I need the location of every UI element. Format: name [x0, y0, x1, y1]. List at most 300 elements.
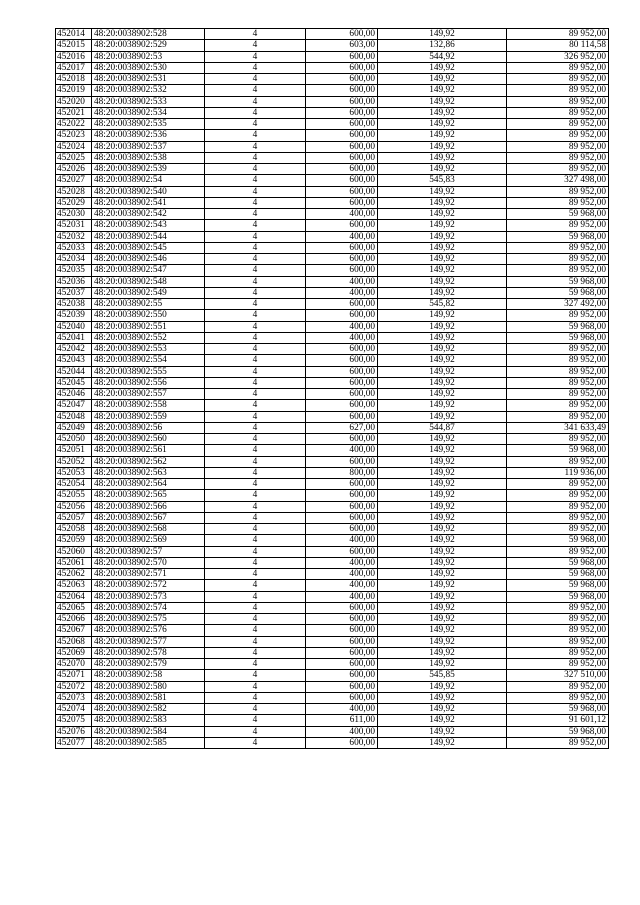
group-code: 4 [205, 704, 306, 715]
cadastral-number: 48:20:0038902:575 [92, 614, 205, 625]
group-code: 4 [205, 85, 306, 96]
table-row [56, 29, 609, 40]
row-number: 452064 [56, 591, 92, 602]
table-row [56, 659, 609, 670]
price-value: 149,92 [378, 96, 507, 107]
area-value: 400,00 [306, 445, 378, 456]
row-number: 452062 [56, 569, 92, 580]
price-value: 544,92 [378, 51, 507, 62]
area-value: 600,00 [306, 602, 378, 613]
price-value: 545,82 [378, 299, 507, 310]
cadastral-number: 48:20:0038902:577 [92, 636, 205, 647]
sum-value: 119 936,00 [507, 467, 609, 478]
table-row [56, 321, 609, 332]
area-value: 627,00 [306, 422, 378, 433]
price-value: 149,92 [378, 332, 507, 343]
area-value: 600,00 [306, 186, 378, 197]
table-row [56, 152, 609, 163]
price-value: 149,92 [378, 715, 507, 726]
price-value: 149,92 [378, 557, 507, 568]
row-number: 452054 [56, 479, 92, 490]
group-code: 4 [205, 254, 306, 265]
price-value: 149,92 [378, 501, 507, 512]
group-code: 4 [205, 141, 306, 152]
group-code: 4 [205, 96, 306, 107]
cadastral-number: 48:20:0038902:53 [92, 51, 205, 62]
sum-value: 326 952,00 [507, 51, 609, 62]
area-value: 400,00 [306, 276, 378, 287]
table-row [56, 231, 609, 242]
cadastral-number: 48:20:0038902:538 [92, 152, 205, 163]
group-code: 4 [205, 681, 306, 692]
cadastral-number: 48:20:0038902:534 [92, 107, 205, 118]
area-value: 400,00 [306, 591, 378, 602]
row-number: 452061 [56, 557, 92, 568]
area-value: 600,00 [306, 411, 378, 422]
area-value: 600,00 [306, 85, 378, 96]
sum-value: 89 952,00 [507, 220, 609, 231]
cadastral-number: 48:20:0038902:550 [92, 310, 205, 321]
table-row [56, 670, 609, 681]
area-value: 600,00 [306, 692, 378, 703]
sum-value: 80 114,58 [507, 40, 609, 51]
price-value: 149,92 [378, 659, 507, 670]
group-code: 4 [205, 715, 306, 726]
price-value: 149,92 [378, 254, 507, 265]
cadastral-number: 48:20:0038902:56 [92, 422, 205, 433]
group-code: 4 [205, 186, 306, 197]
area-value: 600,00 [306, 299, 378, 310]
cadastral-number: 48:20:0038902:572 [92, 580, 205, 591]
row-number: 452076 [56, 726, 92, 737]
cadastral-number: 48:20:0038902:551 [92, 321, 205, 332]
area-value: 600,00 [306, 366, 378, 377]
cadastral-number: 48:20:0038902:565 [92, 490, 205, 501]
group-code: 4 [205, 580, 306, 591]
row-number: 452034 [56, 254, 92, 265]
cadastral-number: 48:20:0038902:583 [92, 715, 205, 726]
sum-value: 89 952,00 [507, 85, 609, 96]
group-code: 4 [205, 209, 306, 220]
price-value: 149,92 [378, 29, 507, 40]
cadastral-number: 48:20:0038902:578 [92, 647, 205, 658]
area-value: 600,00 [306, 400, 378, 411]
group-code: 4 [205, 74, 306, 85]
table-row [56, 141, 609, 152]
row-number: 452048 [56, 411, 92, 422]
row-number: 452021 [56, 107, 92, 118]
row-number: 452040 [56, 321, 92, 332]
area-value: 400,00 [306, 557, 378, 568]
cadastral-number: 48:20:0038902:556 [92, 377, 205, 388]
table-row [56, 647, 609, 658]
sum-value: 89 952,00 [507, 141, 609, 152]
group-code: 4 [205, 501, 306, 512]
area-value: 400,00 [306, 287, 378, 298]
cadastral-number: 48:20:0038902:560 [92, 434, 205, 445]
sum-value: 89 952,00 [507, 614, 609, 625]
table-row [56, 704, 609, 715]
price-value: 149,92 [378, 681, 507, 692]
price-value: 149,92 [378, 152, 507, 163]
table-row [56, 445, 609, 456]
area-value: 600,00 [306, 310, 378, 321]
row-number: 452057 [56, 512, 92, 523]
table-row [56, 107, 609, 118]
sum-value: 89 952,00 [507, 490, 609, 501]
row-number: 452055 [56, 490, 92, 501]
sum-value: 89 952,00 [507, 242, 609, 253]
row-number: 452029 [56, 197, 92, 208]
price-value: 149,92 [378, 276, 507, 287]
area-value: 600,00 [306, 479, 378, 490]
group-code: 4 [205, 29, 306, 40]
group-code: 4 [205, 456, 306, 467]
group-code: 4 [205, 276, 306, 287]
group-code: 4 [205, 242, 306, 253]
price-value: 545,85 [378, 670, 507, 681]
cadastral-number: 48:20:0038902:574 [92, 602, 205, 613]
cadastral-number: 48:20:0038902:549 [92, 287, 205, 298]
area-value: 600,00 [306, 152, 378, 163]
row-number: 452052 [56, 456, 92, 467]
price-value: 149,92 [378, 411, 507, 422]
row-number: 452074 [56, 704, 92, 715]
table-body [56, 29, 609, 749]
group-code: 4 [205, 321, 306, 332]
sum-value: 59 968,00 [507, 535, 609, 546]
sum-value: 89 952,00 [507, 344, 609, 355]
row-number: 452027 [56, 175, 92, 186]
cadastral-number: 48:20:0038902:528 [92, 29, 205, 40]
row-number: 452042 [56, 344, 92, 355]
sum-value: 89 952,00 [507, 29, 609, 40]
table-row [56, 389, 609, 400]
cadastral-number: 48:20:0038902:544 [92, 231, 205, 242]
price-value: 149,92 [378, 512, 507, 523]
table-row [56, 535, 609, 546]
row-number: 452015 [56, 40, 92, 51]
price-value: 149,92 [378, 197, 507, 208]
area-value: 600,00 [306, 490, 378, 501]
cadastral-number: 48:20:0038902:579 [92, 659, 205, 670]
cadastral-number: 48:20:0038902:576 [92, 625, 205, 636]
table-row [56, 625, 609, 636]
table-row [56, 344, 609, 355]
price-value: 149,92 [378, 377, 507, 388]
cadastral-number: 48:20:0038902:580 [92, 681, 205, 692]
table-row [56, 602, 609, 613]
row-number: 452075 [56, 715, 92, 726]
row-number: 452020 [56, 96, 92, 107]
table-row [56, 715, 609, 726]
cadastral-number: 48:20:0038902:552 [92, 332, 205, 343]
row-number: 452077 [56, 737, 92, 748]
table-row [56, 355, 609, 366]
cadastral-number: 48:20:0038902:531 [92, 74, 205, 85]
row-number: 452035 [56, 265, 92, 276]
group-code: 4 [205, 726, 306, 737]
table-row [56, 197, 609, 208]
price-value: 149,92 [378, 119, 507, 130]
area-value: 611,00 [306, 715, 378, 726]
area-value: 600,00 [306, 141, 378, 152]
table-row [56, 490, 609, 501]
group-code: 4 [205, 164, 306, 175]
group-code: 4 [205, 299, 306, 310]
cadastral-number: 48:20:0038902:562 [92, 456, 205, 467]
table-row [56, 557, 609, 568]
group-code: 4 [205, 659, 306, 670]
area-value: 400,00 [306, 321, 378, 332]
group-code: 4 [205, 737, 306, 748]
price-value: 149,92 [378, 479, 507, 490]
group-code: 4 [205, 107, 306, 118]
price-value: 149,92 [378, 310, 507, 321]
row-number: 452014 [56, 29, 92, 40]
cadastral-number: 48:20:0038902:547 [92, 265, 205, 276]
group-code: 4 [205, 467, 306, 478]
sum-value: 59 968,00 [507, 580, 609, 591]
row-number: 452058 [56, 524, 92, 535]
row-number: 452018 [56, 74, 92, 85]
table-row [56, 96, 609, 107]
price-value: 149,92 [378, 85, 507, 96]
sum-value: 89 952,00 [507, 96, 609, 107]
row-number: 452072 [56, 681, 92, 692]
price-value: 149,92 [378, 726, 507, 737]
sum-value: 327 498,00 [507, 175, 609, 186]
table-row [56, 377, 609, 388]
table-row [56, 209, 609, 220]
group-code: 4 [205, 535, 306, 546]
table-row [56, 265, 609, 276]
area-value: 600,00 [306, 512, 378, 523]
area-value: 400,00 [306, 580, 378, 591]
area-value: 600,00 [306, 220, 378, 231]
table-row [56, 220, 609, 231]
group-code: 4 [205, 175, 306, 186]
price-value: 149,92 [378, 186, 507, 197]
sum-value: 89 952,00 [507, 107, 609, 118]
area-value: 600,00 [306, 62, 378, 73]
row-number: 452039 [56, 310, 92, 321]
table-row [56, 467, 609, 478]
table-row [56, 726, 609, 737]
row-number: 452043 [56, 355, 92, 366]
cadastral-number: 48:20:0038902:557 [92, 389, 205, 400]
area-value: 600,00 [306, 625, 378, 636]
group-code: 4 [205, 445, 306, 456]
group-code: 4 [205, 411, 306, 422]
table-row [56, 186, 609, 197]
sum-value: 89 952,00 [507, 411, 609, 422]
area-value: 600,00 [306, 670, 378, 681]
area-value: 400,00 [306, 209, 378, 220]
table-row [56, 456, 609, 467]
sum-value: 89 952,00 [507, 186, 609, 197]
price-value: 149,92 [378, 692, 507, 703]
cadastral-number: 48:20:0038902:561 [92, 445, 205, 456]
table-row [56, 614, 609, 625]
area-value: 600,00 [306, 254, 378, 265]
row-number: 452051 [56, 445, 92, 456]
area-value: 600,00 [306, 456, 378, 467]
row-number: 452050 [56, 434, 92, 445]
group-code: 4 [205, 62, 306, 73]
sum-value: 89 952,00 [507, 602, 609, 613]
price-value: 149,92 [378, 130, 507, 141]
table-row [56, 310, 609, 321]
row-number: 452033 [56, 242, 92, 253]
row-number: 452059 [56, 535, 92, 546]
price-value: 149,92 [378, 265, 507, 276]
table-row [56, 366, 609, 377]
price-value: 545,83 [378, 175, 507, 186]
group-code: 4 [205, 490, 306, 501]
row-number: 452031 [56, 220, 92, 231]
row-number: 452041 [56, 332, 92, 343]
row-number: 452047 [56, 400, 92, 411]
table-row [56, 130, 609, 141]
table-row [56, 580, 609, 591]
group-code: 4 [205, 344, 306, 355]
area-value: 600,00 [306, 51, 378, 62]
cadastral-number: 48:20:0038902:558 [92, 400, 205, 411]
area-value: 600,00 [306, 175, 378, 186]
group-code: 4 [205, 479, 306, 490]
table-row [56, 175, 609, 186]
group-code: 4 [205, 647, 306, 658]
row-number: 452030 [56, 209, 92, 220]
cadastral-number: 48:20:0038902:57 [92, 546, 205, 557]
group-code: 4 [205, 557, 306, 568]
price-value: 149,92 [378, 74, 507, 85]
sum-value: 89 952,00 [507, 119, 609, 130]
cadastral-number: 48:20:0038902:567 [92, 512, 205, 523]
group-code: 4 [205, 602, 306, 613]
price-value: 149,92 [378, 400, 507, 411]
area-value: 600,00 [306, 659, 378, 670]
price-value: 544,87 [378, 422, 507, 433]
row-number: 452069 [56, 647, 92, 658]
row-number: 452019 [56, 85, 92, 96]
price-value: 149,92 [378, 389, 507, 400]
group-code: 4 [205, 119, 306, 130]
cadastral-number: 48:20:0038902:530 [92, 62, 205, 73]
cadastral-number: 48:20:0038902:581 [92, 692, 205, 703]
area-value: 600,00 [306, 74, 378, 85]
price-value: 149,92 [378, 602, 507, 613]
sum-value: 59 968,00 [507, 569, 609, 580]
cadastral-number: 48:20:0038902:541 [92, 197, 205, 208]
price-value: 149,92 [378, 231, 507, 242]
area-value: 600,00 [306, 681, 378, 692]
area-value: 600,00 [306, 265, 378, 276]
table-row [56, 51, 609, 62]
price-value: 149,92 [378, 434, 507, 445]
area-value: 600,00 [306, 119, 378, 130]
cadastral-number: 48:20:0038902:54 [92, 175, 205, 186]
row-number: 452068 [56, 636, 92, 647]
row-number: 452066 [56, 614, 92, 625]
cadastral-number: 48:20:0038902:58 [92, 670, 205, 681]
sum-value: 59 968,00 [507, 445, 609, 456]
price-value: 149,92 [378, 625, 507, 636]
sum-value: 59 968,00 [507, 209, 609, 220]
sum-value: 59 968,00 [507, 287, 609, 298]
sum-value: 89 952,00 [507, 152, 609, 163]
sum-value: 89 952,00 [507, 479, 609, 490]
table-row [56, 332, 609, 343]
sum-value: 59 968,00 [507, 726, 609, 737]
sum-value: 91 601,12 [507, 715, 609, 726]
sum-value: 59 968,00 [507, 557, 609, 568]
group-code: 4 [205, 546, 306, 557]
area-value: 600,00 [306, 197, 378, 208]
area-value: 600,00 [306, 636, 378, 647]
group-code: 4 [205, 377, 306, 388]
sum-value: 89 952,00 [507, 434, 609, 445]
area-value: 600,00 [306, 355, 378, 366]
table-row [56, 254, 609, 265]
area-value: 600,00 [306, 107, 378, 118]
area-value: 600,00 [306, 29, 378, 40]
cadastral-number: 48:20:0038902:563 [92, 467, 205, 478]
cadastral-number: 48:20:0038902:55 [92, 299, 205, 310]
sum-value: 59 968,00 [507, 276, 609, 287]
row-number: 452063 [56, 580, 92, 591]
sum-value: 89 952,00 [507, 647, 609, 658]
area-value: 600,00 [306, 501, 378, 512]
price-value: 149,92 [378, 456, 507, 467]
sum-value: 89 952,00 [507, 164, 609, 175]
price-value: 149,92 [378, 591, 507, 602]
row-number: 452024 [56, 141, 92, 152]
group-code: 4 [205, 197, 306, 208]
area-value: 600,00 [306, 130, 378, 141]
sum-value: 89 952,00 [507, 197, 609, 208]
row-number: 452053 [56, 467, 92, 478]
table-row [56, 119, 609, 130]
cadastral-number: 48:20:0038902:559 [92, 411, 205, 422]
cadastral-number: 48:20:0038902:569 [92, 535, 205, 546]
row-number: 452071 [56, 670, 92, 681]
price-value: 149,92 [378, 242, 507, 253]
sum-value: 89 952,00 [507, 254, 609, 265]
cadastral-number: 48:20:0038902:585 [92, 737, 205, 748]
area-value: 600,00 [306, 344, 378, 355]
group-code: 4 [205, 400, 306, 411]
cadastral-number: 48:20:0038902:582 [92, 704, 205, 715]
group-code: 4 [205, 287, 306, 298]
area-value: 600,00 [306, 647, 378, 658]
table-row [56, 737, 609, 748]
area-value: 400,00 [306, 704, 378, 715]
area-value: 400,00 [306, 535, 378, 546]
group-code: 4 [205, 310, 306, 321]
group-code: 4 [205, 366, 306, 377]
table-row [56, 681, 609, 692]
table-row [56, 591, 609, 602]
cadastral-number: 48:20:0038902:542 [92, 209, 205, 220]
row-number: 452049 [56, 422, 92, 433]
area-value: 600,00 [306, 524, 378, 535]
table-row [56, 85, 609, 96]
table-row [56, 400, 609, 411]
row-number: 452028 [56, 186, 92, 197]
sum-value: 89 952,00 [507, 692, 609, 703]
